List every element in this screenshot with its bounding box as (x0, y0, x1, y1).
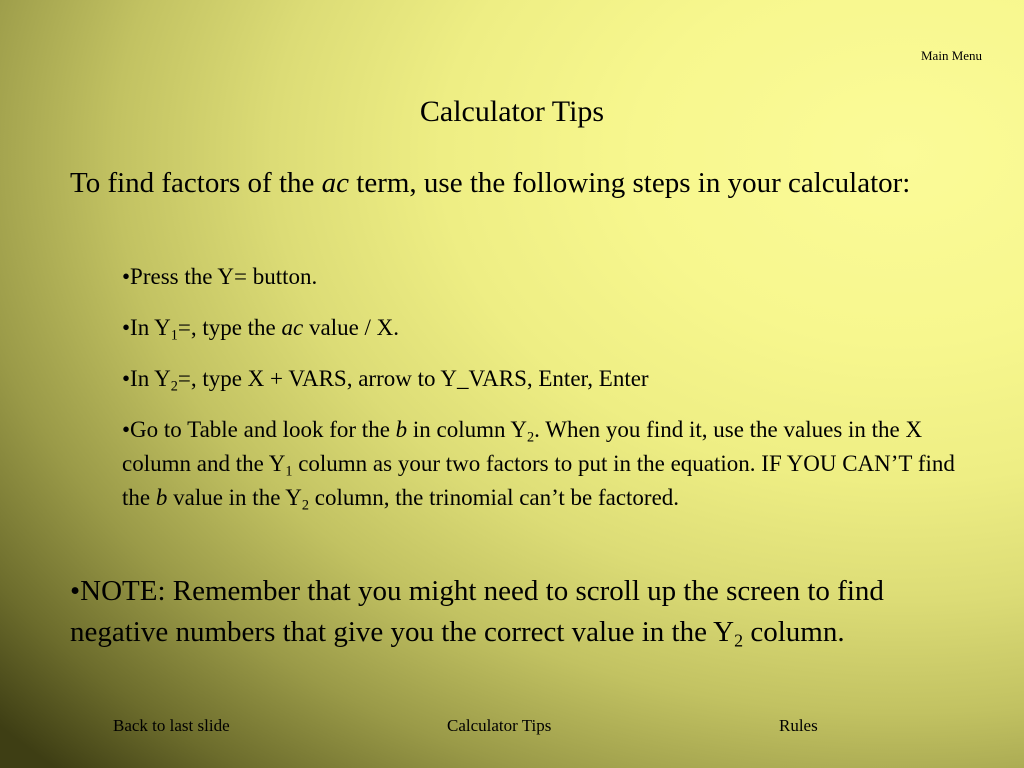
step-2-ac-term: ac (281, 315, 304, 340)
step-enter-y2 (122, 362, 984, 396)
step-2-subscript: 1 (170, 327, 178, 344)
step-4-part-4: column as your two factors to put in the equation. IF YOU CAN’T find the (122, 451, 955, 510)
step-4-part-3: . When you find it, use the values in the X column and the Y (122, 417, 923, 476)
step-4-subscript-2: 1 (285, 463, 293, 480)
step-4-part-2: in column Y (407, 417, 528, 442)
main-menu-link[interactable]: Main Menu (921, 48, 983, 63)
step-press-y-equals (122, 260, 984, 294)
intro-paragraph (70, 163, 940, 203)
back-to-last-slide-link[interactable]: Back to last slide (113, 716, 230, 735)
note-post: column. (743, 616, 845, 648)
rules-link[interactable]: Rules (779, 716, 818, 735)
step-4-subscript-3: 2 (301, 497, 310, 514)
step-3-post: =, type X + VARS, arrow to Y_VARS, Enter, Enter (177, 366, 649, 391)
step-3-subscript: 2 (170, 378, 178, 395)
step-2-mid: =, type the (177, 315, 282, 340)
intro-text-before: To find factors of the (70, 167, 322, 199)
note-paragraph (70, 571, 970, 653)
step-enter-y1 (122, 311, 984, 345)
step-4-part-6: column, the trinomial can’t be factored. (309, 485, 680, 510)
step-4-b-term-2: b (155, 485, 168, 510)
step-4-b-term: b (395, 417, 408, 442)
step-2-post: value / X. (303, 315, 400, 340)
step-4-subscript-1: 2 (527, 429, 535, 446)
step-1-text: •Press the Y= button. (122, 264, 318, 289)
slide-title: Calculator Tips (419, 95, 605, 128)
step-use-table (122, 413, 984, 515)
intro-ac-term: ac (321, 167, 350, 199)
intro-text-after: term, use the following steps in your calculator: (349, 167, 911, 199)
step-4-part-5: value in the Y (167, 485, 302, 510)
note-subscript: 2 (734, 630, 744, 651)
step-2-pre: •In Y (122, 315, 171, 340)
step-3-pre: •In Y (122, 366, 171, 391)
calculator-tips-link[interactable]: Calculator Tips (447, 716, 552, 735)
step-4-part-1: •Go to Table and look for the (122, 417, 396, 442)
note-text: •NOTE: Remember that you might need to scroll up the screen to find negative numbers that give you the correct value in the Y (70, 575, 884, 648)
